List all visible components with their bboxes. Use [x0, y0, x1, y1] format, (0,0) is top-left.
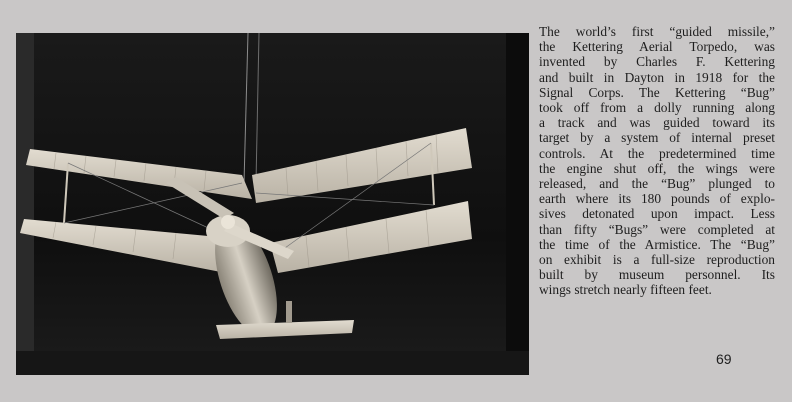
kettering-bug-photo	[16, 33, 529, 375]
page-number: 69	[716, 351, 732, 367]
biplane-illustration	[16, 33, 529, 375]
caption-line: The world’s first “guided missile,”	[539, 24, 775, 39]
caption-line: the Kettering Aerial Torpedo, was	[539, 39, 775, 55]
caption-line: and built in Dayton in 1918 for the	[539, 69, 775, 85]
caption-line: Signal Corps. The Kettering “Bug”	[539, 84, 775, 100]
caption-line: on exhibit is a full-size reproduction	[539, 252, 775, 268]
caption-line: target by a system of internal preset	[539, 130, 775, 146]
caption-line: than fifty “Bugs” were completed at	[539, 221, 775, 237]
caption-line: sives detonated upon impact. Less	[539, 206, 775, 222]
caption-line: earth where its 180 pounds of explo-	[539, 191, 775, 207]
caption-line: the engine shut off, the wings were	[539, 160, 775, 176]
photo-caption	[539, 24, 775, 298]
wall-edge	[16, 33, 34, 375]
caption-line: invented by Charles F. Kettering	[539, 54, 775, 70]
caption-line: controls. At the predetermined time	[539, 145, 775, 161]
propeller-hub	[221, 215, 235, 229]
caption-line: released, and the “Bug” plunged to	[539, 176, 775, 192]
caption-line: the time of the Armistice. The “Bug”	[539, 236, 775, 252]
caption-line: wings stretch nearly fifteen feet.	[539, 282, 712, 298]
caption-line: took off from a dolly running along	[539, 100, 775, 116]
caption-line: built by museum personnel. Its	[539, 267, 775, 283]
caption-line: a track and was guided toward its	[539, 115, 775, 131]
